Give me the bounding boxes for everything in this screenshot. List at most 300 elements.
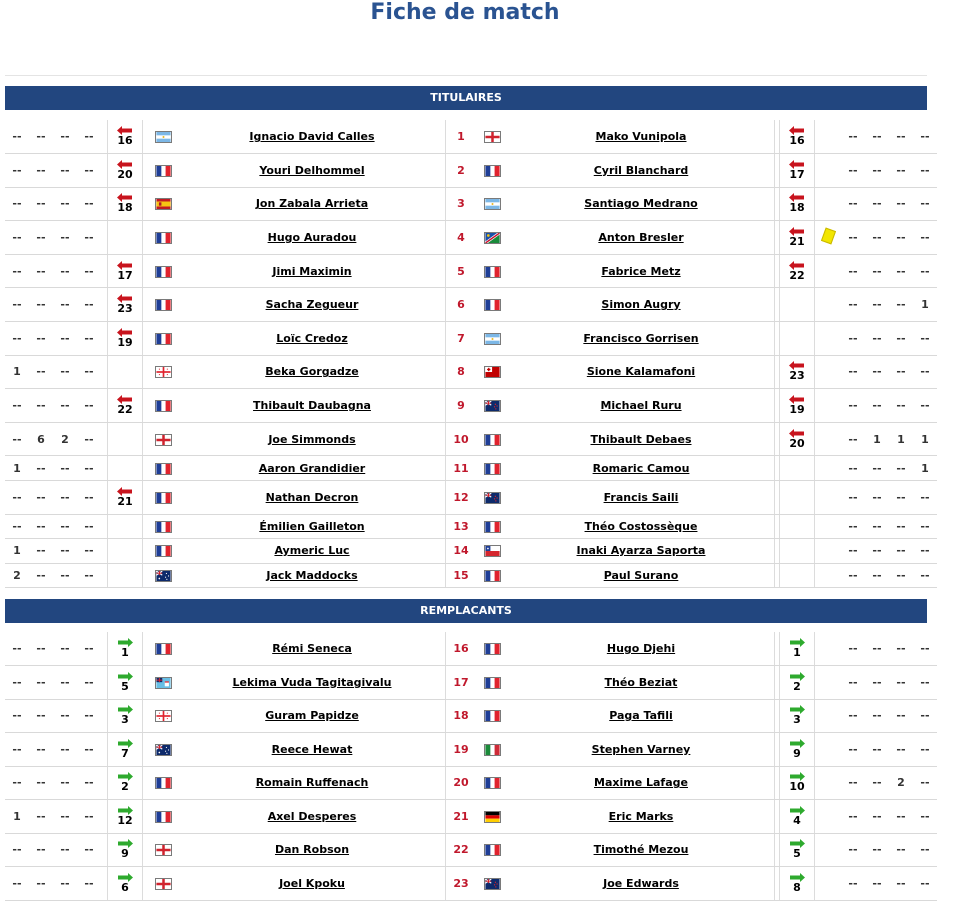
home-substitution	[108, 355, 143, 389]
away-player-cell	[508, 187, 775, 221]
lineup-row	[5, 120, 937, 154]
lineup-row	[5, 154, 937, 188]
home-player-cell	[179, 120, 446, 154]
home-stat-3: 2	[53, 422, 77, 456]
home-stat-3: --	[53, 221, 77, 255]
away-stat-2: --	[865, 800, 889, 834]
home-stat-2: --	[29, 733, 53, 767]
card-cell	[815, 563, 842, 588]
home-stat-2: --	[29, 766, 53, 800]
home-stat-1: --	[5, 120, 29, 154]
home-player-link[interactable]: Jack Maddocks	[266, 568, 358, 582]
home-stat-1: --	[5, 632, 29, 666]
substitution-minute: 3	[121, 713, 129, 727]
home-substitution	[108, 254, 143, 288]
home-player-cell	[179, 699, 446, 733]
home-stat-3: --	[53, 539, 77, 564]
away-player-link[interactable]: Simon Augry	[601, 298, 681, 312]
home-substitution	[108, 833, 143, 867]
away-stat-3: --	[889, 120, 913, 154]
home-substitution	[108, 288, 143, 322]
home-stat-4: --	[77, 120, 101, 154]
away-stat-4: --	[913, 514, 937, 539]
jersey-number: 20	[446, 766, 477, 800]
lineup-row	[5, 254, 937, 288]
jersey-number: 14	[446, 539, 477, 564]
substitution-minute: 22	[117, 403, 133, 417]
away-player-link[interactable]: Hugo Djehi	[606, 642, 676, 655]
away-stat-4: --	[913, 221, 937, 255]
away-substitution	[780, 480, 815, 514]
home-player-cell	[179, 221, 446, 255]
away-player-link[interactable]: Théo Costossèque	[584, 519, 698, 533]
card-cell	[815, 632, 842, 666]
home-player-link[interactable]: Aaron Grandidier	[258, 461, 366, 475]
away-substitution	[780, 389, 815, 423]
france-flag-icon	[476, 666, 508, 700]
home-stat-2: --	[29, 480, 53, 514]
jersey-number: 11	[446, 456, 477, 481]
away-stat-4: --	[913, 800, 937, 834]
away-stat-1: --	[841, 422, 865, 456]
home-substitution	[108, 563, 143, 588]
substitution-minute: 5	[121, 679, 129, 693]
substitution-minute: 5	[793, 847, 801, 861]
away-stat-2: --	[865, 699, 889, 733]
home-player-cell	[179, 389, 446, 423]
away-substitution	[780, 254, 815, 288]
card-cell	[815, 254, 842, 288]
away-stat-1: --	[841, 800, 865, 834]
away-stat-3: --	[889, 154, 913, 188]
away-stat-4: --	[913, 766, 937, 800]
away-stat-2: --	[865, 563, 889, 588]
away-stat-3: --	[889, 563, 913, 588]
substitution-minute: 8	[793, 880, 801, 894]
substitution-minute: 1	[793, 646, 801, 659]
home-stat-1: --	[5, 389, 29, 423]
home-substitution	[108, 221, 143, 255]
france-flag-icon	[476, 422, 508, 456]
away-player-link[interactable]: Michael Ruru	[600, 399, 682, 413]
away-player-link[interactable]: Joe Edwards	[603, 876, 679, 890]
substitution-minute: 23	[789, 369, 805, 383]
home-stat-4: --	[77, 666, 101, 700]
france-flag-icon	[476, 154, 508, 188]
home-player-cell	[179, 733, 446, 767]
jersey-number: 5	[446, 254, 477, 288]
away-substitution	[780, 632, 815, 666]
home-player-link[interactable]: Hugo Auradou	[267, 231, 357, 245]
away-stat-4: --	[913, 699, 937, 733]
home-stat-2: --	[29, 120, 53, 154]
jersey-number: 21	[446, 800, 477, 834]
away-player-link[interactable]: Eric Marks	[608, 809, 674, 823]
france-flag-icon	[147, 389, 179, 423]
card-cell	[815, 154, 842, 188]
away-stat-4: --	[913, 563, 937, 588]
away-substitution	[780, 422, 815, 456]
home-player-link[interactable]: Rémi Seneca	[272, 642, 352, 655]
home-stat-4: --	[77, 800, 101, 834]
home-stat-3: --	[53, 480, 77, 514]
lineup-row	[5, 389, 937, 423]
away-stat-3: --	[889, 666, 913, 700]
home-stat-1: --	[5, 221, 29, 255]
away-player-cell	[508, 514, 775, 539]
away-player-link[interactable]: Maxime Lafage	[594, 776, 688, 790]
home-player-cell	[179, 867, 446, 901]
away-stat-4: 1	[913, 422, 937, 456]
home-stat-4: --	[77, 221, 101, 255]
card-cell	[815, 422, 842, 456]
away-player-link[interactable]: Romaric Camou	[592, 461, 690, 475]
away-stat-2: --	[865, 389, 889, 423]
away-stat-1: --	[841, 632, 865, 666]
away-player-cell	[508, 322, 775, 356]
away-player-link[interactable]: Paul Surano	[603, 568, 679, 582]
away-stat-1: --	[841, 766, 865, 800]
newzealand-flag-icon	[476, 389, 508, 423]
card-cell	[815, 699, 842, 733]
away-stat-2: --	[865, 666, 889, 700]
away-player-link[interactable]: Francisco Gorrisen	[583, 331, 699, 345]
home-player-link[interactable]: Axel Desperes	[267, 809, 357, 823]
substitution-minute: 17	[117, 268, 133, 282]
home-stat-2: --	[29, 187, 53, 221]
away-stat-3: 2	[889, 766, 913, 800]
germany-flag-icon	[476, 800, 508, 834]
home-stat-3: --	[53, 867, 77, 901]
away-stat-3: --	[889, 254, 913, 288]
home-substitution	[108, 322, 143, 356]
jersey-number: 13	[446, 514, 477, 539]
away-stat-1: --	[841, 288, 865, 322]
home-player-link[interactable]: Jon Zabala Arrieta	[255, 197, 369, 211]
substitution-minute: 1	[121, 646, 129, 659]
home-player-link[interactable]: Thibault Daubagna	[253, 399, 371, 413]
away-stat-2: --	[865, 480, 889, 514]
lineup-row	[5, 833, 937, 867]
italy-flag-icon	[476, 733, 508, 767]
away-stat-1: --	[841, 355, 865, 389]
home-stat-3: --	[53, 154, 77, 188]
home-stat-4: --	[77, 154, 101, 188]
lineup-row	[5, 766, 937, 800]
france-flag-icon	[147, 632, 179, 666]
home-substitution	[108, 389, 143, 423]
home-player-link[interactable]: Reece Hewat	[271, 742, 353, 756]
home-stat-1: --	[5, 187, 29, 221]
away-stat-1: --	[841, 833, 865, 867]
away-stat-4: 1	[913, 288, 937, 322]
away-substitution	[780, 699, 815, 733]
away-stat-3: --	[889, 867, 913, 901]
substitution-minute: 18	[789, 201, 805, 215]
away-stat-3: --	[889, 322, 913, 356]
card-cell	[815, 733, 842, 767]
lineup-row	[5, 632, 937, 666]
home-stat-3: --	[53, 833, 77, 867]
away-player-link[interactable]: Anton Bresler	[598, 231, 684, 245]
away-stat-2: --	[865, 867, 889, 901]
away-stat-1: --	[841, 154, 865, 188]
home-substitution	[108, 514, 143, 539]
away-player-cell	[508, 833, 775, 867]
away-stat-1: --	[841, 254, 865, 288]
england-flag-icon	[147, 867, 179, 901]
away-player-cell	[508, 355, 775, 389]
away-stat-1: --	[841, 699, 865, 733]
namibia-flag-icon	[476, 221, 508, 255]
away-substitution	[780, 221, 815, 255]
substitution-minute: 20	[789, 436, 805, 450]
substitution-minute: 19	[117, 335, 133, 349]
home-player-cell	[179, 833, 446, 867]
card-cell	[815, 187, 842, 221]
away-player-link[interactable]: Francis Saili	[603, 490, 679, 504]
away-player-link[interactable]: Paga Tafili	[609, 709, 673, 723]
away-stat-3: --	[889, 699, 913, 733]
jersey-number: 2	[446, 154, 477, 188]
away-stat-1: --	[841, 389, 865, 423]
home-stat-4: --	[77, 539, 101, 564]
home-stat-2: --	[29, 514, 53, 539]
home-stat-1: 1	[5, 800, 29, 834]
card-cell	[815, 480, 842, 514]
home-stat-4: --	[77, 699, 101, 733]
away-stat-3: --	[889, 514, 913, 539]
away-stat-3: --	[889, 288, 913, 322]
lineup-row	[5, 480, 937, 514]
substitution-minute: 16	[117, 134, 133, 148]
home-stat-3: --	[53, 187, 77, 221]
away-player-link[interactable]: Sione Kalamafoni	[586, 365, 696, 379]
england-flag-icon	[147, 833, 179, 867]
france-flag-icon	[147, 456, 179, 481]
home-player-link[interactable]: Sacha Zegueur	[265, 298, 359, 312]
jersey-number: 1	[446, 120, 477, 154]
home-player-link[interactable]: Joel Kpoku	[279, 876, 345, 890]
home-stat-2: --	[29, 322, 53, 356]
away-stat-3: --	[889, 539, 913, 564]
card-cell	[815, 288, 842, 322]
home-player-link[interactable]: Émilien Gailleton	[259, 519, 365, 533]
home-player-link[interactable]: Beka Gorgadze	[265, 365, 359, 379]
home-stat-3: --	[53, 288, 77, 322]
divider	[5, 75, 927, 76]
home-stat-3: --	[53, 322, 77, 356]
home-player-link[interactable]: Jimi Maximin	[272, 264, 352, 278]
away-player-link[interactable]: Mako Vunipola	[595, 130, 687, 144]
away-player-link[interactable]: Santiago Medrano	[584, 197, 698, 211]
away-player-cell	[508, 221, 775, 255]
away-player-cell	[508, 389, 775, 423]
home-player-link[interactable]: Guram Papidze	[265, 709, 359, 723]
away-substitution	[780, 833, 815, 867]
home-player-cell	[179, 766, 446, 800]
away-stat-3: --	[889, 632, 913, 666]
yellow-card-icon	[820, 228, 835, 245]
away-stat-4: --	[913, 389, 937, 423]
substitution-minute: 3	[793, 713, 801, 727]
away-player-cell	[508, 800, 775, 834]
substitution-minute: 9	[121, 847, 129, 861]
home-stat-3: --	[53, 389, 77, 423]
away-stat-1: --	[841, 187, 865, 221]
away-stat-1: --	[841, 539, 865, 564]
away-stat-3: --	[889, 833, 913, 867]
home-player-link[interactable]: Aymeric Luc	[274, 544, 350, 558]
away-stat-4: --	[913, 355, 937, 389]
home-stat-2: --	[29, 154, 53, 188]
jersey-number: 23	[446, 867, 477, 901]
away-substitution	[780, 867, 815, 901]
home-stat-4: --	[77, 422, 101, 456]
away-stat-2: --	[865, 632, 889, 666]
card-cell	[815, 514, 842, 539]
home-player-link[interactable]: Dan Robson	[274, 843, 350, 857]
home-stat-3: --	[53, 120, 77, 154]
france-flag-icon	[147, 322, 179, 356]
jersey-number: 15	[446, 563, 477, 588]
australia-flag-icon	[147, 563, 179, 588]
card-cell	[815, 800, 842, 834]
away-player-link[interactable]: Fabrice Metz	[601, 264, 681, 278]
home-substitution	[108, 699, 143, 733]
away-player-cell	[508, 480, 775, 514]
lineup-row	[5, 221, 937, 255]
home-stat-1: 1	[5, 456, 29, 481]
away-player-link[interactable]: Théo Beziat	[604, 675, 678, 689]
home-stat-2: --	[29, 632, 53, 666]
home-stat-4: --	[77, 480, 101, 514]
home-stat-1: --	[5, 422, 29, 456]
away-stat-3: --	[889, 480, 913, 514]
home-stat-1: --	[5, 766, 29, 800]
home-player-cell	[179, 563, 446, 588]
home-substitution	[108, 456, 143, 481]
away-player-cell	[508, 699, 775, 733]
home-player-cell	[179, 514, 446, 539]
home-stat-1: 1	[5, 539, 29, 564]
home-stat-3: --	[53, 766, 77, 800]
home-stat-4: --	[77, 563, 101, 588]
georgia-flag-icon	[147, 355, 179, 389]
lineup-row	[5, 800, 937, 834]
away-stat-4: --	[913, 666, 937, 700]
card-cell	[815, 355, 842, 389]
substitution-minute: 2	[793, 679, 801, 693]
france-flag-icon	[147, 766, 179, 800]
france-flag-icon	[476, 456, 508, 481]
home-stat-1: --	[5, 833, 29, 867]
home-stat-3: --	[53, 254, 77, 288]
away-player-link[interactable]: Thibault Debaes	[590, 432, 692, 446]
card-cell	[815, 666, 842, 700]
home-player-link[interactable]: Youri Delhommel	[259, 163, 365, 177]
away-substitution	[780, 666, 815, 700]
home-stat-3: --	[53, 563, 77, 588]
away-stat-2: --	[865, 766, 889, 800]
away-stat-1: --	[841, 120, 865, 154]
away-player-cell	[508, 422, 775, 456]
away-substitution	[780, 800, 815, 834]
home-stat-3: --	[53, 632, 77, 666]
jersey-number: 19	[446, 733, 477, 767]
away-player-link[interactable]: Timothé Mezou	[593, 843, 689, 857]
home-stat-3: --	[53, 666, 77, 700]
away-stat-2: --	[865, 120, 889, 154]
substitution-minute: 10	[789, 780, 805, 794]
jersey-number: 7	[446, 322, 477, 356]
home-stat-2: --	[29, 800, 53, 834]
away-stat-3: --	[889, 187, 913, 221]
away-stat-4: --	[913, 867, 937, 901]
home-substitution	[108, 867, 143, 901]
away-stat-3: --	[889, 221, 913, 255]
home-player-link[interactable]: Joe Simmonds	[268, 432, 356, 446]
starters-table	[5, 120, 937, 588]
france-flag-icon	[147, 539, 179, 564]
england-flag-icon	[476, 120, 508, 154]
away-stat-1: --	[841, 221, 865, 255]
home-player-link[interactable]: Ignacio David Calles	[249, 130, 375, 144]
card-cell	[815, 389, 842, 423]
france-flag-icon	[147, 514, 179, 539]
newzealand-flag-icon	[476, 867, 508, 901]
home-player-cell	[179, 480, 446, 514]
substitution-minute: 19	[789, 403, 805, 417]
france-flag-icon	[476, 699, 508, 733]
lineup-row	[5, 733, 937, 767]
away-stat-2: --	[865, 154, 889, 188]
lineup-row	[5, 867, 937, 901]
home-stat-3: --	[53, 800, 77, 834]
france-flag-icon	[147, 221, 179, 255]
home-substitution	[108, 800, 143, 834]
away-stat-2: --	[865, 355, 889, 389]
home-player-link[interactable]: Romain Ruffenach	[255, 776, 369, 790]
away-player-link[interactable]: Cyril Blanchard	[593, 163, 689, 177]
home-stat-1: --	[5, 867, 29, 901]
away-player-link[interactable]: Stephen Varney	[591, 742, 691, 756]
card-cell	[815, 221, 842, 255]
france-flag-icon	[476, 563, 508, 588]
away-stat-3: --	[889, 800, 913, 834]
substitution-minute: 21	[117, 494, 133, 508]
home-substitution	[108, 480, 143, 514]
away-substitution	[780, 154, 815, 188]
home-player-link[interactable]: Nathan Decron	[265, 490, 359, 504]
away-player-link[interactable]: Inaki Ayarza Saporta	[576, 544, 706, 558]
australia-flag-icon	[147, 733, 179, 767]
substitution-minute: 17	[789, 167, 805, 181]
home-stat-4: --	[77, 288, 101, 322]
home-stat-1: --	[5, 733, 29, 767]
away-player-cell	[508, 733, 775, 767]
jersey-number: 16	[446, 632, 477, 666]
home-stat-2: --	[29, 355, 53, 389]
home-player-link[interactable]: Loïc Credoz	[276, 331, 348, 345]
home-stat-1: --	[5, 322, 29, 356]
away-stat-1: --	[841, 514, 865, 539]
away-substitution	[780, 187, 815, 221]
home-player-link[interactable]: Lekima Vuda Tagitagivalu	[232, 675, 392, 689]
france-flag-icon	[476, 254, 508, 288]
home-stat-2: --	[29, 666, 53, 700]
substitution-minute: 23	[117, 302, 133, 316]
